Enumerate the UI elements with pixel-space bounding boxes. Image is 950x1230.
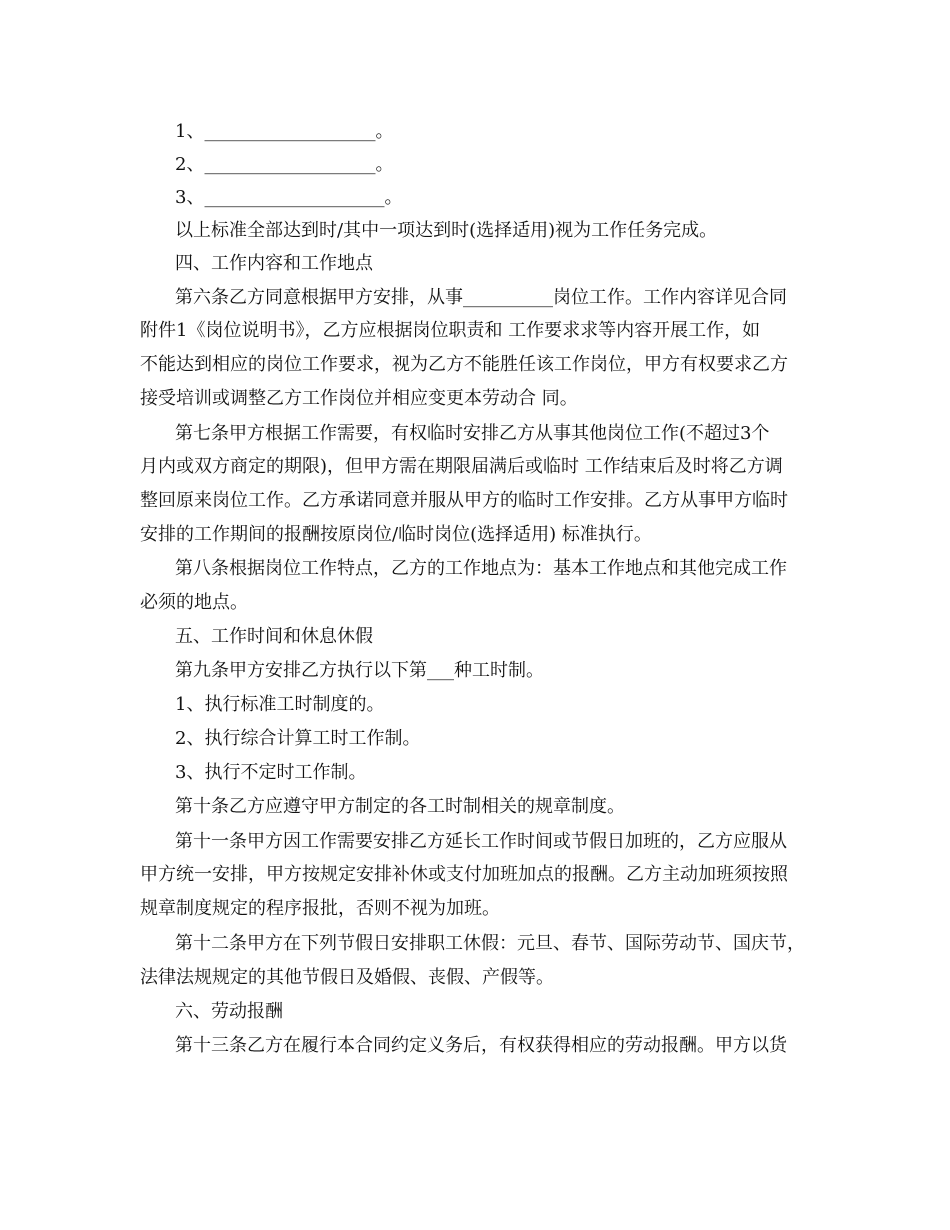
article-11-line-1: 第十一条甲方因工作需要安排乙方延长工作时间或节假日加班的，乙方应服从 bbox=[175, 831, 787, 852]
article-9: 第九条甲方安排乙方执行以下第___种工时制。 bbox=[175, 660, 544, 681]
work-hour-option-2: 2、执行综合计算工时工作制。 bbox=[175, 728, 421, 749]
section-heading-6: 六、劳动报酬 bbox=[175, 1001, 283, 1022]
article-13-line-1: 第十三条乙方在履行本合同约定义务后，有权获得相应的劳动报酬。甲方以货 bbox=[175, 1035, 787, 1056]
work-hour-option-1: 1、执行标准工时制度的。 bbox=[175, 694, 385, 715]
article-6-line-3: 不能达到相应的岗位工作要求，视为乙方不能胜任该工作岗位，甲方有权要求乙方 bbox=[140, 354, 788, 375]
article-12-line-2: 法律法规规定的其他节假日及婚假、丧假、产假等。 bbox=[140, 967, 554, 988]
article-10: 第十条乙方应遵守甲方制定的各工时制相关的规章制度。 bbox=[175, 796, 625, 817]
article-7-line-1: 第七条甲方根据工作需要，有权临时安排乙方从事其他岗位工作(不超过3个 bbox=[175, 423, 770, 444]
article-7-line-4: 安排的工作期间的报酬按原岗位/临时岗位(选择适用) 标准执行。 bbox=[140, 524, 652, 545]
article-7-line-2: 月内或双方商定的期限)，但甲方需在期限届满后或临时 工作结束后及时将乙方调 bbox=[140, 456, 783, 477]
article-6-line-2: 附件1《岗位说明书》，乙方应根据岗位职责和 工作要求求等内容开展工作，如 bbox=[140, 320, 761, 341]
article-11-line-2: 甲方统一安排，甲方按规定安排补休或支付加班加点的报酬。乙方主动加班须按照 bbox=[140, 864, 788, 885]
article-7-line-3: 整回原来岗位工作。乙方承诺同意并服从甲方的临时工作安排。乙方从事甲方临时 bbox=[140, 490, 788, 511]
standard-completion-note: 以上标准全部达到时/其中一项达到时(选择适用)视为工作任务完成。 bbox=[175, 220, 718, 241]
blank-item-2: 2、___________________。 bbox=[175, 154, 394, 175]
article-12-line-1: 第十二条甲方在下列节假日安排职工休假：元旦、春节、国际劳动节、国庆节， bbox=[175, 933, 805, 954]
blank-item-1: 1、___________________。 bbox=[175, 121, 394, 142]
blank-item-3: 3、____________________。 bbox=[175, 187, 403, 208]
section-heading-4: 四、工作内容和工作地点 bbox=[175, 253, 373, 274]
article-6-line-4: 接受培训或调整乙方工作岗位并相应变更本劳动合 同。 bbox=[140, 388, 578, 409]
article-11-line-3: 规章制度规定的程序报批，否则不视为加班。 bbox=[140, 898, 500, 919]
section-heading-5: 五、工作时间和休息休假 bbox=[175, 626, 373, 647]
article-6-line-1: 第六条乙方同意根据甲方安排，从事__________岗位工作。工作内容详见合同 bbox=[175, 287, 787, 308]
article-8-line-2: 必须的地点。 bbox=[140, 592, 248, 613]
work-hour-option-3: 3、执行不定时工作制。 bbox=[175, 762, 367, 783]
article-8-line-1: 第八条根据岗位工作特点，乙方的工作地点为：基本工作地点和其他完成工作 bbox=[175, 558, 787, 579]
